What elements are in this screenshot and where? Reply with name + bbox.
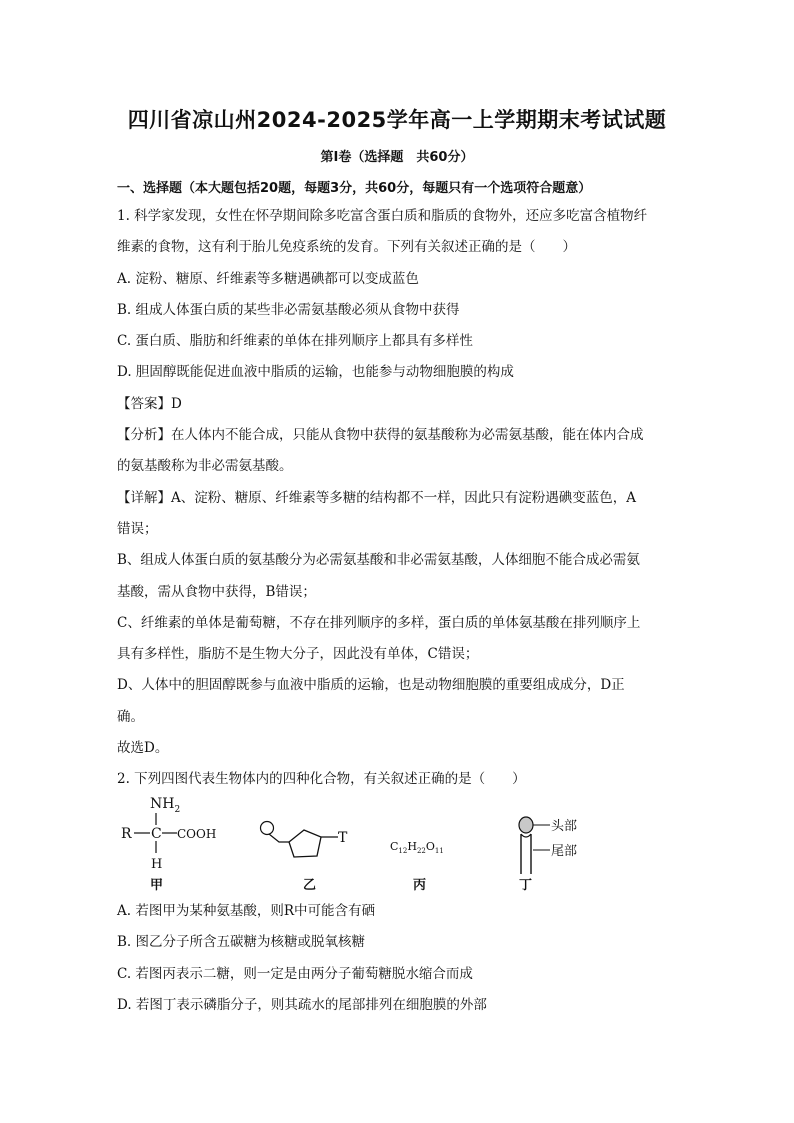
amino-group-label: $NH_2$ [150, 796, 181, 815]
q1-detail-line: 确。 [117, 708, 144, 725]
figure-label-yi: 乙 [303, 878, 317, 893]
q1-option-d: D. 胆固醇既能促进血液中脂质的运输，也能参与动物细胞膜的构成 [117, 364, 514, 381]
q2-option-d: D. 若图丁表示磷脂分子，则其疏水的尾部排列在细胞膜的外部 [117, 996, 487, 1013]
head-label: 头部 [551, 819, 578, 834]
question-2-options [117, 896, 677, 1021]
q1-answer: 【答案】D [117, 395, 182, 412]
hydrophobic-tail-icon [521, 834, 531, 874]
figure-label-jia: 甲 [150, 878, 164, 893]
q1-detail-line: D、人体中的胆固醇既参与血液中脂质的运输，也是动物细胞膜的重要组成成分，D正 [117, 677, 625, 694]
q1-option-b: B. 组成人体蛋白质的某些非必需氨基酸必须从食物中获得 [117, 301, 460, 318]
phosphate-circle-icon [261, 822, 274, 835]
alpha-carbon-label: C [151, 826, 162, 842]
q1-analysis-line: 的氨基酸称为非必需氨基酸。 [117, 458, 293, 475]
sugar-formula [390, 840, 444, 855]
exam-title: 四川省凉山州2024-2025学年高一上学期期末考试试题 [127, 108, 667, 132]
figure-label-bing: 丙 [413, 878, 427, 893]
q1-detail-line: C、纤维素的单体是葡萄糖，不存在排列顺序的多样，蛋白质的单体氨基酸在排列顺序上 [117, 614, 641, 631]
r-group-label: R [121, 826, 132, 842]
section-heading: 一、选择题（本大题包括20题，每题3分，共60分，每题只有一个选项符合题意） [117, 181, 592, 196]
q1-detail-line: 基酸，需从食物中获得，B错误； [117, 583, 316, 600]
figure-label-ding: 丁 [519, 878, 533, 893]
q1-detail-line: 【详解】A、淀粉、糖原、纤维素等多糖的结构都不一样，因此只有淀粉遇碘变蓝色，A [117, 489, 636, 506]
part-subtitle: 第Ⅰ卷（选择题 共60分） [320, 150, 474, 165]
base-label: T [338, 830, 348, 846]
formula-label: $C_{12}H_{22}O_{11}$ [390, 840, 444, 855]
q1-detail-line: B、组成人体蛋白质的氨基酸分为必需氨基酸和非必需氨基酸，人体细胞不能合成必需氨 [117, 552, 640, 569]
bond-line [269, 834, 289, 842]
q1-stem-line: 1. 科学家发现，女性在怀孕期间除多吃富含蛋白质和脂质的食物外，还应多吃富含植物纤 [117, 208, 648, 224]
hydrogen-label: H [151, 857, 163, 872]
compound-figure [117, 790, 617, 895]
q2-option-c: C. 若图丙表示二糖，则一定是由两分子葡萄糖脱水缩合而成 [117, 965, 473, 982]
nucleotide-diagram [261, 822, 349, 858]
bond-line [521, 834, 531, 837]
q1-analysis-line: 【分析】在人体内不能合成，只能从食物中获得的氨基酸称为必需氨基酸，能在体内合成 [117, 427, 644, 444]
carboxyl-label: COOH [177, 827, 217, 841]
q1-option-c: C. 蛋白质、脂肪和纤维素的单体在排列顺序上都具有多样性 [117, 333, 473, 350]
q2-option-a: A. 若图甲为某种氨基酸，则R中可能含有硒 [117, 903, 375, 919]
q2-option-b: B. 图乙分子所含五碳糖为核糖或脱氧核糖 [117, 934, 366, 951]
phospholipid-diagram [519, 817, 577, 874]
hydrophilic-head-icon [519, 817, 533, 833]
pentose-ring-icon [289, 830, 321, 857]
q1-detail-line: 具有多样性，脂肪不是生物大分子，因此没有单体，C错误； [117, 646, 479, 663]
amino-acid-diagram [121, 796, 216, 872]
q1-detail-line: 错误； [117, 520, 158, 537]
q1-conclusion: 故选D。 [117, 740, 169, 757]
question-1 [117, 201, 677, 796]
tail-label: 尾部 [551, 844, 578, 859]
q1-stem-line: 维素的食物，这有利于胎儿免疫系统的发育。下列有关叙述正确的是（ ） [117, 239, 576, 256]
q2-stem: 2. 下列四图代表生物体内的四种化合物，有关叙述正确的是（ ） [117, 771, 526, 788]
q1-option-a: A. 淀粉、糖原、纤维素等多糖遇碘都可以变成蓝色 [117, 270, 419, 287]
